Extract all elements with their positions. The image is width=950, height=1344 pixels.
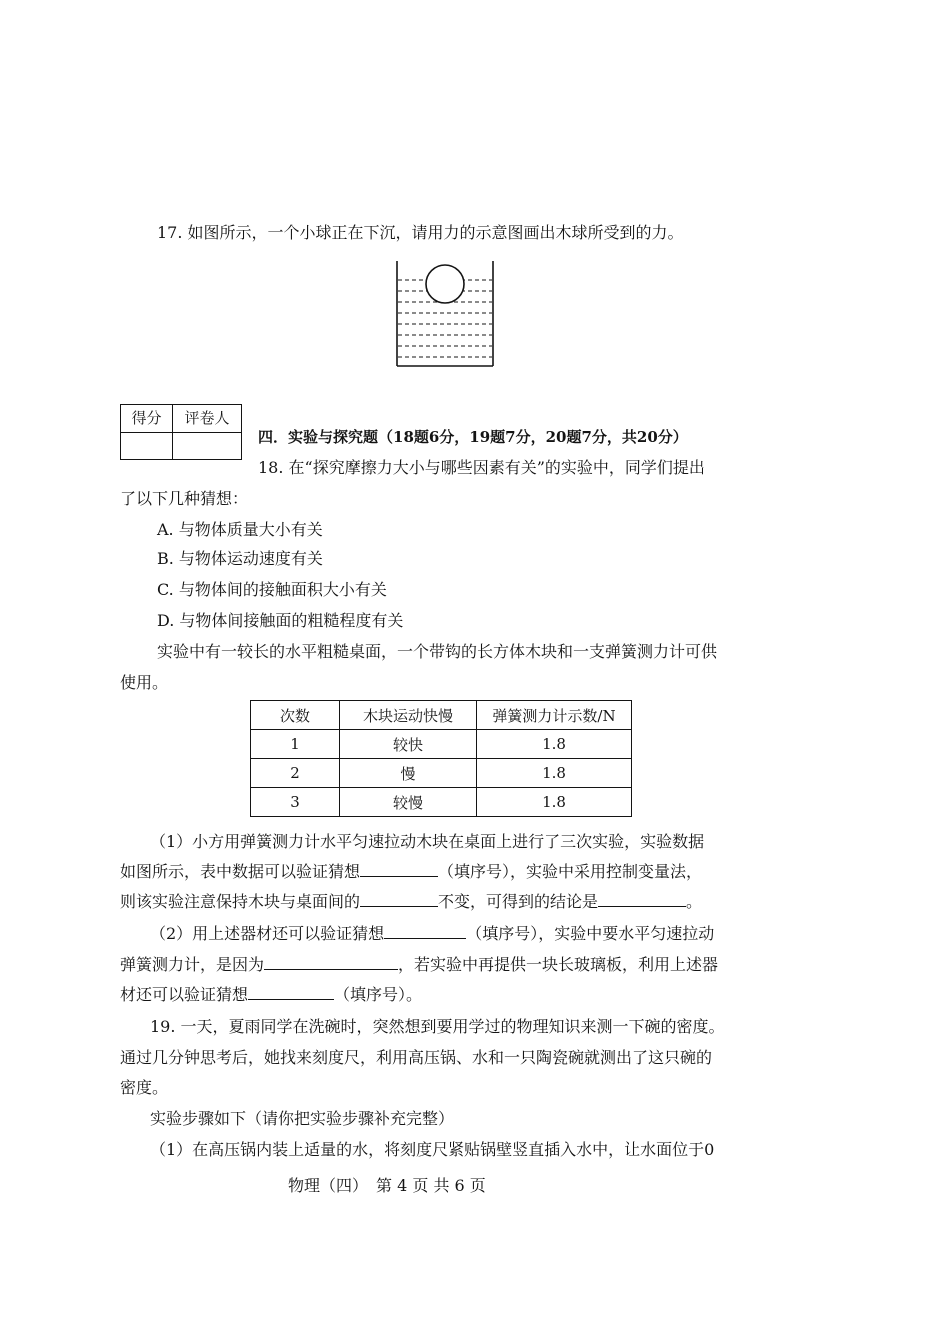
- q19-steps-intro: 实验步骤如下（请你把实验步骤补充完整）: [150, 1109, 455, 1128]
- table-cell: 2: [251, 759, 340, 788]
- part2-c-post: （填序号）。: [334, 985, 423, 1004]
- q19-line-2: 通过几分钟思考后，她找来刻度尺，利用高压锅、水和一只陶瓷碗就测出了这只碗的: [120, 1048, 713, 1067]
- part1-c-pre: 则该实验注意保持木块与桌面间的: [120, 892, 361, 911]
- answer-blank[interactable]: [360, 892, 438, 907]
- part2-b-pre: 弹簧测力计，是因为: [120, 955, 265, 974]
- q17-text: 17. 如图所示，一个小球正在下沉，请用力的示意图画出木球所受到的力。: [157, 223, 684, 242]
- table-header-row: [251, 701, 632, 730]
- option-b: B. 与物体运动速度有关: [157, 549, 323, 568]
- data-table: [250, 700, 632, 817]
- answer-blank[interactable]: [248, 985, 334, 1000]
- part1-c-mid: 不变，可得到的结论是: [438, 892, 599, 911]
- part1-line-c: [120, 892, 702, 912]
- table-row: [251, 788, 632, 817]
- answer-blank[interactable]: [360, 862, 438, 877]
- table-cell: 1.8: [477, 730, 632, 759]
- part1-c-end: 。: [686, 892, 703, 911]
- option-c: C. 与物体间的接触面积大小有关: [157, 580, 387, 599]
- part1-line-a: （1）小方用弹簧测力计水平匀速拉动木块在桌面上进行了三次实验，实验数据: [150, 832, 705, 851]
- answer-blank[interactable]: [384, 924, 466, 939]
- table-cell: 较快: [340, 730, 477, 759]
- part2-c-pre: 材还可以验证猜想: [120, 985, 249, 1004]
- table-cell: 1: [251, 730, 340, 759]
- ball: [426, 265, 464, 303]
- q19-line-3: 密度。: [120, 1078, 169, 1097]
- table-row: [251, 759, 632, 788]
- q19-step-1: （1）在高压锅内装上适量的水，将刻度尺紧贴锅壁竖直插入水中，让水面位于0: [150, 1140, 715, 1159]
- table-cell: 3: [251, 788, 340, 817]
- table-cell: 1.8: [477, 788, 632, 817]
- equip-line-2: 使用。: [120, 673, 169, 692]
- part2-b-post: ，若实验中再提供一块长玻璃板，利用上述器: [398, 955, 719, 974]
- page-footer: 物理（四） 第 4 页 共 6 页: [288, 1176, 486, 1195]
- table-cell: 较慢: [340, 788, 477, 817]
- q18-intro-2: 了以下几种猜想：: [120, 489, 249, 508]
- answer-blank[interactable]: [264, 955, 398, 970]
- part2-line-a: [150, 924, 714, 944]
- grader-label: 评卷人: [173, 405, 241, 433]
- part2-line-b: [120, 955, 718, 975]
- section-title: 四．实验与探究题（18题6分，19题7分，20题7分，共20分）: [258, 428, 688, 446]
- part1-line-b: [120, 862, 702, 882]
- table-row: [251, 730, 632, 759]
- option-d: D. 与物体间接触面的粗糙程度有关: [157, 611, 404, 630]
- table-cell: 1.8: [477, 759, 632, 788]
- score-cell: [121, 433, 173, 459]
- equip-line-1: 实验中有一较长的水平粗糙桌面，一个带钩的长方体木块和一支弹簧测力计可供: [157, 642, 718, 661]
- answer-blank[interactable]: [598, 892, 686, 907]
- table-header: 次数: [251, 701, 340, 730]
- part1-b-post: （填序号），实验中采用控制变量法，: [438, 862, 703, 881]
- table-header: 弹簧测力计示数/N: [477, 701, 632, 730]
- score-label: 得分: [121, 405, 173, 433]
- beaker-figure: [394, 258, 496, 370]
- part2-line-c: [120, 985, 422, 1005]
- q19-line-1: 19. 一天，夏雨同学在洗碗时，突然想到要用学过的物理知识来测一下碗的密度。: [150, 1017, 725, 1036]
- q18-intro-1: 18. 在“探究摩擦力大小与哪些因素有关”的实验中，同学们提出: [258, 458, 705, 477]
- table-cell: 慢: [340, 759, 477, 788]
- table-header: 木块运动快慢: [340, 701, 477, 730]
- part1-b-pre: 如图所示，表中数据可以验证猜想: [120, 862, 361, 881]
- part2-a-pre: （2）用上述器材还可以验证猜想: [150, 924, 385, 943]
- option-a: A. 与物体质量大小有关: [157, 520, 323, 539]
- score-box: [120, 404, 242, 460]
- part2-a-post: （填序号），实验中要水平匀速拉动: [466, 924, 715, 943]
